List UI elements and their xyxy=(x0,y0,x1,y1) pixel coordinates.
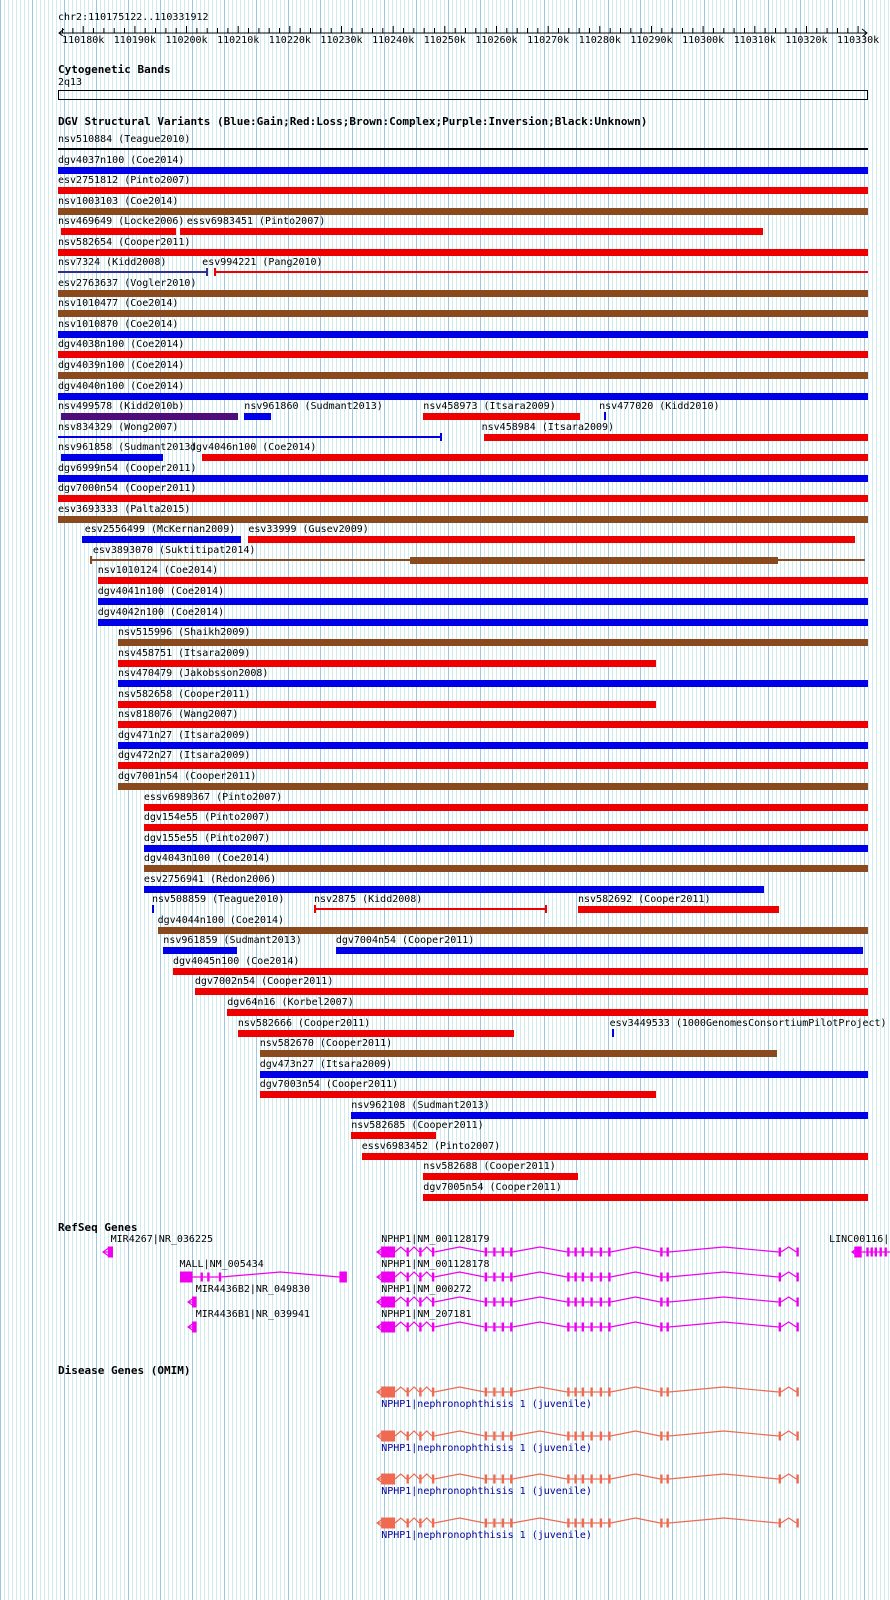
dgv-lane xyxy=(58,1058,868,1079)
variant-label[interactable]: dgv64n16 (Korbel2007) xyxy=(227,996,354,1008)
variant-label[interactable]: nsv477020 (Kidd2010) xyxy=(599,401,720,413)
variant-bar[interactable] xyxy=(314,908,545,910)
dgv-lane xyxy=(58,1181,868,1202)
disease-gene-label[interactable]: NPHP1|nephronophthisis 1 (juvenile) xyxy=(381,1486,592,1497)
variant-bar[interactable] xyxy=(195,988,868,995)
cytogenetic-bands-title: Cytogenetic Bands xyxy=(58,63,171,76)
variant-bar[interactable] xyxy=(82,536,241,543)
variant-label[interactable]: esv33999 (Gusev2009) xyxy=(248,524,369,536)
refseq-lane xyxy=(58,1234,890,1259)
variant-label[interactable]: dgv7003n54 (Cooper2011) xyxy=(259,1079,399,1091)
variant-bar[interactable] xyxy=(61,454,163,461)
gene-name-label[interactable]: MIR4436B2|NR_049830 xyxy=(195,1284,311,1295)
variant-bar[interactable] xyxy=(90,559,411,561)
ruler-tick-label: 110200k xyxy=(165,35,208,46)
variant-bar[interactable] xyxy=(58,310,868,317)
variant-bar[interactable] xyxy=(604,412,606,420)
variant-label[interactable]: dgv4042n100 (Coe2014) xyxy=(97,606,225,618)
variant-bar[interactable] xyxy=(98,598,868,605)
dgv-lane xyxy=(58,873,868,894)
disease-gene-model[interactable] xyxy=(376,1471,799,1485)
variant-bar[interactable] xyxy=(423,1194,868,1201)
cytoband-label: 2q13 xyxy=(58,77,83,88)
gene-name-label[interactable]: LINC00116| xyxy=(829,1234,890,1245)
ruler-tick-label: 110300k xyxy=(682,35,725,46)
variant-bar[interactable] xyxy=(118,721,868,728)
dgv-lane xyxy=(58,277,868,298)
ruler-tick-label: 110260k xyxy=(475,35,518,46)
variant-bar[interactable] xyxy=(58,271,206,273)
gene-name-label[interactable]: NPHP1|NM_001128178 xyxy=(381,1259,490,1270)
variant-label[interactable]: nsv961860 (Sudmant2013) xyxy=(244,401,383,413)
dgv-lane xyxy=(58,770,868,791)
disease-gene-model[interactable] xyxy=(376,1384,799,1398)
variant-label[interactable]: nsv458751 (Itsara2009) xyxy=(117,647,251,659)
variant-bar[interactable] xyxy=(58,290,868,297)
variant-bar[interactable] xyxy=(578,906,779,913)
coordinate-ruler xyxy=(58,21,868,34)
omim-entry xyxy=(58,1469,868,1512)
dgv-lane xyxy=(58,1017,887,1038)
variant-label[interactable]: nsv469649 (Locke2006) xyxy=(58,216,185,228)
variant-label[interactable]: esv3449533 (1000GenomesConsortiumPilotProject) xyxy=(609,1017,887,1029)
variant-bar[interactable] xyxy=(58,516,868,523)
variant-bar[interactable] xyxy=(58,372,868,379)
ruler-tick-label: 110270k xyxy=(527,35,570,46)
variant-label[interactable]: nsv508859 (Teague2010) xyxy=(151,894,285,906)
dgv-lane xyxy=(58,1140,868,1161)
dgv-lane xyxy=(58,400,868,421)
dgv-lane xyxy=(58,338,868,359)
gene-model[interactable] xyxy=(376,1269,799,1283)
omim-entry xyxy=(58,1426,868,1469)
variant-bar[interactable] xyxy=(163,947,237,954)
dgv-lane xyxy=(58,1119,868,1140)
variant-bar[interactable] xyxy=(248,536,855,543)
variant-label[interactable]: dgv6999n54 (Cooper2011) xyxy=(58,462,197,474)
refseq-lane xyxy=(58,1284,868,1309)
dgv-track-title: DGV Structural Variants (Blue:Gain;Red:Loss;Brown:Complex;Purple:Inversion;Black:Unknown) xyxy=(58,115,648,128)
disease-gene-model[interactable] xyxy=(376,1428,799,1442)
variant-label[interactable]: esv2756941 (Redon2006) xyxy=(143,873,277,885)
ruler-tick-label: 110310k xyxy=(733,35,776,46)
variant-label[interactable]: essv6983451 (Pinto2007) xyxy=(186,216,326,228)
variant-bar[interactable] xyxy=(152,905,154,913)
dgv-lane xyxy=(58,811,868,832)
variant-label[interactable]: dgv4040n100 (Coe2014) xyxy=(58,380,185,392)
cytoband-rect[interactable] xyxy=(58,90,868,100)
variant-label[interactable]: esv2751812 (Pinto2007) xyxy=(58,175,191,187)
variant-bar[interactable] xyxy=(118,742,868,749)
dgv-lane xyxy=(58,1078,868,1099)
ruler-tick-label: 110230k xyxy=(320,35,363,46)
dgv-lane xyxy=(58,482,868,503)
variant-label[interactable]: nsv1010870 (Coe2014) xyxy=(58,318,179,330)
dgv-lane xyxy=(58,318,868,339)
variant-label[interactable]: dgv4044n100 (Coe2014) xyxy=(157,914,285,926)
variant-bar[interactable] xyxy=(351,1132,436,1139)
variant-label[interactable]: nsv962108 (Sudmant2013) xyxy=(351,1099,490,1111)
dgv-lane xyxy=(58,544,868,565)
dgv-lane xyxy=(58,297,868,318)
omim-gene-list xyxy=(58,1382,868,1562)
variant-bar[interactable] xyxy=(58,475,868,482)
variant-bar[interactable] xyxy=(410,557,778,564)
variant-bar[interactable] xyxy=(778,559,865,561)
gene-name-label[interactable]: NPHP1|NM_000272 xyxy=(381,1284,472,1295)
dgv-lane xyxy=(58,462,868,483)
variant-label[interactable]: nsv2875 (Kidd2008) xyxy=(313,894,423,906)
refseq-lane xyxy=(58,1259,868,1284)
variant-label[interactable]: dgv4038n100 (Coe2014) xyxy=(58,339,185,351)
variant-label[interactable]: esv2556499 (McKernan2009) xyxy=(84,524,236,536)
variant-bar[interactable] xyxy=(98,577,868,584)
variant-bar[interactable] xyxy=(58,393,868,400)
dgv-lane xyxy=(58,523,868,544)
gene-name-label[interactable]: MALL|NM_005434 xyxy=(179,1259,264,1270)
dgv-lane xyxy=(58,606,868,627)
variant-bar[interactable] xyxy=(336,947,863,954)
variant-label[interactable]: nsv515996 (Shaikh2009) xyxy=(117,627,251,639)
dgv-lane xyxy=(58,1037,868,1058)
variant-bar[interactable] xyxy=(61,413,238,420)
variant-bar[interactable] xyxy=(61,228,176,235)
dgv-lane xyxy=(58,893,868,914)
gene-model[interactable] xyxy=(376,1294,799,1308)
dgv-lane xyxy=(58,195,868,216)
dgv-lane xyxy=(58,708,868,729)
variant-bar[interactable] xyxy=(144,824,868,831)
variant-bar[interactable] xyxy=(214,271,868,273)
variant-bar[interactable] xyxy=(58,495,868,502)
variant-bar[interactable] xyxy=(440,433,442,441)
variant-bar[interactable] xyxy=(118,660,656,667)
gene-name-label[interactable]: NPHP1|NM_001128179 xyxy=(381,1234,490,1245)
variant-label[interactable]: dgv4043n100 (Coe2014) xyxy=(143,853,271,865)
variant-bar[interactable] xyxy=(58,167,868,174)
variant-label[interactable]: esv994221 (Pang2010) xyxy=(202,257,323,269)
ruler-tick-label: 110320k xyxy=(785,35,828,46)
variant-bar[interactable] xyxy=(118,701,656,708)
variant-bar[interactable] xyxy=(612,1029,614,1037)
variant-label[interactable]: nsv1010477 (Coe2014) xyxy=(58,298,179,310)
dgv-lane xyxy=(58,914,868,935)
variant-bar[interactable] xyxy=(158,927,868,934)
variant-label[interactable]: dgv7000n54 (Cooper2011) xyxy=(58,483,197,495)
dgv-lane xyxy=(58,154,868,175)
ruler-tick-label: 110210k xyxy=(217,35,260,46)
disease-gene-label[interactable]: NPHP1|nephronophthisis 1 (juvenile) xyxy=(381,1442,592,1454)
variant-label[interactable]: dgv155e55 (Pinto2007) xyxy=(143,832,271,844)
gene-name-label[interactable]: MIR4436B1|NR_039941 xyxy=(195,1309,311,1320)
dgv-lane xyxy=(58,564,868,585)
variant-bar[interactable] xyxy=(58,187,868,194)
variant-bar[interactable] xyxy=(362,1153,868,1160)
variant-label[interactable]: dgv4037n100 (Coe2014) xyxy=(58,154,185,166)
variant-bar[interactable] xyxy=(118,783,868,790)
dgv-lane xyxy=(58,441,868,462)
dgv-lane xyxy=(58,380,868,401)
dgv-lane xyxy=(58,647,868,668)
variant-label[interactable]: nsv582670 (Cooper2011) xyxy=(259,1038,393,1050)
variant-bar[interactable] xyxy=(118,680,868,687)
gene-model[interactable] xyxy=(376,1244,799,1258)
dgv-lane xyxy=(58,749,868,770)
variant-label[interactable]: essv6983452 (Pinto2007) xyxy=(361,1140,501,1152)
variant-label[interactable]: nsv582688 (Cooper2011) xyxy=(423,1161,556,1173)
variant-bar[interactable] xyxy=(58,148,868,150)
variant-label[interactable]: dgv4039n100 (Coe2014) xyxy=(58,360,185,372)
dgv-lane xyxy=(58,667,868,688)
variant-bar[interactable] xyxy=(58,436,440,438)
dgv-lane xyxy=(58,585,868,606)
dgv-lane xyxy=(58,832,868,853)
omim-track-title: Disease Genes (OMIM) xyxy=(58,1364,191,1377)
variant-label[interactable]: essv6989367 (Pinto2007) xyxy=(143,791,283,803)
variant-label[interactable]: nsv1003103 (Coe2014) xyxy=(58,195,179,207)
dgv-lane xyxy=(58,934,868,955)
omim-entry xyxy=(58,1382,868,1425)
gene-name-label[interactable]: MIR4267|NR_036225 xyxy=(110,1234,213,1245)
variant-label[interactable]: dgv7004n54 (Cooper2011) xyxy=(335,935,475,947)
variant-bar[interactable] xyxy=(484,434,868,441)
variant-label[interactable]: dgv7005n54 (Cooper2011) xyxy=(423,1181,562,1193)
variant-bar[interactable] xyxy=(423,413,579,420)
dgv-lane xyxy=(58,996,868,1017)
disease-gene-label[interactable]: NPHP1|nephronophthisis 1 (juvenile) xyxy=(381,1529,592,1541)
variant-label[interactable]: nsv582654 (Cooper2011) xyxy=(58,236,191,248)
ruler-tick-label: 110280k xyxy=(578,35,621,46)
dgv-lane xyxy=(58,852,868,873)
dgv-lane xyxy=(58,626,868,647)
dgv-lane xyxy=(58,729,868,750)
variant-label[interactable]: dgv154e55 (Pinto2007) xyxy=(143,812,271,824)
variant-label[interactable]: dgv473n27 (Itsara2009) xyxy=(259,1058,393,1070)
gene-model[interactable] xyxy=(851,1244,890,1258)
variant-bar[interactable] xyxy=(260,1091,656,1098)
variant-label[interactable]: esv3693333 (Palta2015) xyxy=(58,503,191,515)
gene-model[interactable] xyxy=(187,1294,198,1308)
variant-label[interactable]: nsv961859 (Sudmant2013) xyxy=(163,935,302,947)
ruler-tick-label: 110290k xyxy=(630,35,673,46)
ruler-tick-label: 110220k xyxy=(268,35,311,46)
dgv-lane xyxy=(58,236,868,257)
variant-bar[interactable] xyxy=(58,208,868,215)
dgv-lane xyxy=(58,174,868,195)
dgv-variant-lanes xyxy=(58,133,887,1201)
variant-bar[interactable] xyxy=(260,1071,868,1078)
dgv-lane xyxy=(58,421,868,442)
refseq-genes-title: RefSeq Genes xyxy=(58,1221,138,1234)
variant-bar[interactable] xyxy=(144,804,868,811)
variant-bar[interactable] xyxy=(144,845,868,852)
dgv-lane xyxy=(58,688,868,709)
refseq-lane xyxy=(58,1309,868,1334)
variant-label[interactable]: nsv1010124 (Coe2014) xyxy=(97,565,219,577)
variant-label[interactable]: nsv582658 (Cooper2011) xyxy=(117,688,251,700)
dgv-lane xyxy=(58,256,868,277)
variant-label[interactable]: nsv961858 (Sudmant2013) xyxy=(58,442,197,454)
variant-label[interactable]: dgv7002n54 (Cooper2011) xyxy=(194,976,334,988)
variant-label[interactable]: nsv582666 (Cooper2011) xyxy=(237,1017,371,1029)
variant-label[interactable]: nsv834329 (Wong2007) xyxy=(58,421,179,433)
disease-gene-label[interactable]: NPHP1|nephronophthisis 1 (juvenile) xyxy=(381,1399,592,1410)
variant-label[interactable]: esv3893070 (Suktitipat2014) xyxy=(92,544,256,556)
variant-bar[interactable] xyxy=(144,865,868,872)
gene-name-label[interactable]: NPHP1|NM_207181 xyxy=(381,1309,472,1320)
dgv-lane xyxy=(58,1099,868,1120)
variant-label[interactable]: dgv4041n100 (Coe2014) xyxy=(97,586,225,598)
dgv-lane xyxy=(58,791,868,812)
region-label: chr2:110175122..110331912 xyxy=(58,12,209,23)
variant-bar[interactable] xyxy=(144,886,764,893)
variant-label[interactable]: nsv510884 (Teague2010) xyxy=(58,134,191,145)
disease-gene-model[interactable] xyxy=(376,1515,799,1529)
variant-label[interactable]: nsv582685 (Cooper2011) xyxy=(351,1120,484,1132)
variant-bar[interactable] xyxy=(180,228,762,235)
dgv-lane xyxy=(58,503,868,524)
variant-bar[interactable] xyxy=(173,968,868,975)
variant-bar[interactable] xyxy=(351,1112,868,1119)
variant-label[interactable]: nsv458973 (Itsara2009) xyxy=(423,401,556,413)
variant-bar[interactable] xyxy=(202,454,868,461)
variant-label[interactable]: nsv458984 (Itsara2009) xyxy=(481,421,615,433)
dgv-lane xyxy=(58,975,868,996)
dgv-lane xyxy=(58,133,868,154)
ruler-tick-label: 110240k xyxy=(372,35,415,46)
variant-label[interactable]: dgv471n27 (Itsara2009) xyxy=(117,729,251,741)
ruler-tick-label: 110180k xyxy=(62,35,105,46)
variant-label[interactable]: nsv470479 (Jakobsson2008) xyxy=(117,668,269,680)
gene-model[interactable] xyxy=(102,1244,115,1258)
variant-bar[interactable] xyxy=(58,351,868,358)
variant-bar[interactable] xyxy=(227,1009,868,1016)
variant-label[interactable]: nsv499578 (Kidd2010b) xyxy=(58,401,185,413)
gene-model[interactable] xyxy=(376,1319,799,1333)
variant-bar[interactable] xyxy=(206,268,208,276)
variant-bar[interactable] xyxy=(244,413,271,420)
variant-bar[interactable] xyxy=(260,1050,778,1057)
variant-label[interactable]: nsv582692 (Cooper2011) xyxy=(578,894,711,906)
ruler-tick-labels xyxy=(58,35,880,47)
variant-label[interactable]: dgv472n27 (Itsara2009) xyxy=(117,750,251,762)
ruler-tick-label: 110330k xyxy=(837,35,880,46)
variant-bar[interactable] xyxy=(118,762,868,769)
gene-model[interactable] xyxy=(180,1269,347,1283)
variant-label[interactable]: dgv7001n54 (Cooper2011) xyxy=(117,770,257,782)
variant-bar[interactable] xyxy=(58,249,868,256)
dgv-lane xyxy=(58,1160,868,1181)
ruler-tick-label: 110190k xyxy=(113,35,156,46)
variant-label[interactable]: dgv4045n100 (Coe2014) xyxy=(173,955,300,967)
dgv-lane xyxy=(58,955,868,976)
dgv-lane xyxy=(58,215,868,236)
omim-entry xyxy=(58,1513,868,1556)
variant-label[interactable]: esv2763637 (Vogler2010) xyxy=(58,277,197,289)
gene-model[interactable] xyxy=(187,1319,198,1333)
variant-bar[interactable] xyxy=(58,331,868,338)
variant-bar[interactable] xyxy=(238,1030,514,1037)
refseq-gene-lanes xyxy=(58,1234,890,1334)
ruler-tick-label: 110250k xyxy=(423,35,466,46)
variant-bar[interactable] xyxy=(98,619,868,626)
variant-label[interactable]: dgv4046n100 (Coe2014) xyxy=(190,442,317,454)
variant-bar[interactable] xyxy=(423,1173,578,1180)
variant-bar[interactable] xyxy=(118,639,868,646)
variant-label[interactable]: nsv818076 (Wang2007) xyxy=(117,709,239,721)
variant-label[interactable]: nsv7324 (Kidd2008) xyxy=(58,257,167,269)
dgv-lane xyxy=(58,359,868,380)
variant-bar[interactable] xyxy=(545,905,547,913)
